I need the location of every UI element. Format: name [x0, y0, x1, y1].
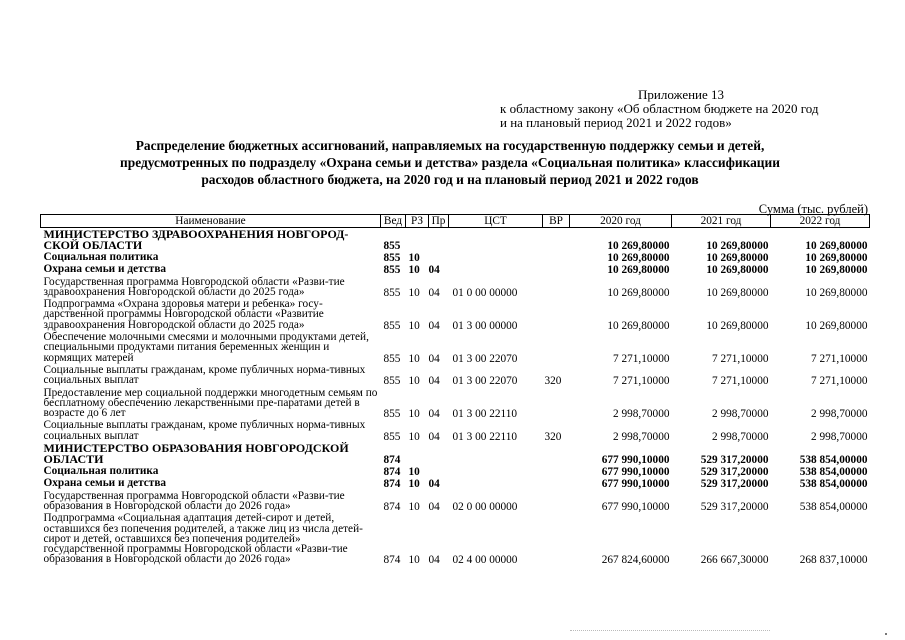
table-row: [41, 364, 870, 387]
cell-y2020: 10 269,80000: [607, 239, 670, 252]
cell-y2021: 529 317,20000: [700, 453, 769, 466]
cell-pr: 04: [428, 500, 440, 513]
appendix-number: Приложение 13: [638, 87, 725, 102]
cell-ved: 874: [383, 554, 401, 567]
table-row: [41, 419, 870, 442]
table-row: [41, 263, 870, 275]
header-pr: Пр: [429, 215, 449, 228]
appendix-law-line: к областному закону «Об областном бюджете на 2020 год: [500, 101, 819, 116]
cell-y2021: 10 269,80000: [706, 286, 769, 299]
cell-vr: [543, 465, 570, 477]
cell-pr: [429, 442, 449, 465]
cell-cst: [449, 477, 543, 489]
cell-ved: 874: [383, 500, 401, 513]
cell-y2021: 266 667,30000: [700, 554, 769, 567]
cell-name: Государственная программа Новгородской области «Разви-тие образования в Новгородской области до 2026 года»: [43, 489, 345, 512]
cell-y2020: 10 269,80000: [607, 319, 670, 332]
cell-name: МИНИСТЕРСТВО ОБРАЗОВАНИЯ НОВГОРОДСКОЙ ОБЛАСТИ: [43, 441, 349, 466]
cell-y2022: 10 269,80000: [805, 239, 868, 252]
cell-y2020: 2 998,70000: [613, 430, 670, 443]
footer-scan-mark: [570, 630, 770, 634]
title-line-3: расходов областного бюджета, на 2020 год и на плановый период 2021 и 2022 годов: [201, 172, 699, 187]
header-rz: РЗ: [406, 215, 429, 228]
cell-y2022: 538 854,00000: [799, 466, 868, 479]
cell-ved: 874: [383, 453, 401, 466]
table-row: [41, 251, 870, 263]
cell-name: Социальные выплаты гражданам, кроме публичных норма-тивных социальных выплат: [43, 363, 366, 387]
appendix-note: [500, 88, 880, 130]
header-vr: ВР: [543, 215, 570, 228]
cell-rz: 10: [408, 478, 420, 491]
cell-ved: 855: [383, 239, 401, 252]
cell-y2020: 677 990,10000: [601, 500, 670, 513]
cell-y2020: 7 271,10000: [613, 352, 670, 365]
cell-vr: [543, 331, 570, 364]
cell-y2022: 2 998,70000: [811, 430, 868, 443]
cell-vr: [543, 251, 570, 263]
cell-y2021: 10 269,80000: [706, 252, 769, 264]
cell-rz: 10: [408, 375, 420, 388]
cell-rz: 10: [408, 408, 420, 421]
table-row: [41, 331, 870, 364]
cell-vr: [543, 276, 570, 299]
cell-cst: 02 0 00 00000: [452, 500, 518, 513]
cell-vr: [543, 512, 570, 565]
cell-rz: 10: [408, 554, 420, 567]
cell-y2021: 10 269,80000: [706, 264, 769, 277]
cell-y2022: 538 854,00000: [799, 453, 868, 466]
cell-cst: [449, 228, 543, 252]
cell-vr: [543, 477, 570, 489]
cell-pr: [429, 228, 449, 252]
header-2020: 2020 год: [570, 215, 672, 228]
cell-y2022: 538 854,00000: [799, 500, 868, 513]
cell-name: Социальная политика: [43, 251, 159, 263]
cell-pr: 04: [428, 430, 440, 443]
cell-y2020: 267 824,60000: [601, 554, 670, 567]
cell-name: Социальные выплаты гражданам, кроме публичных норма-тивных социальных выплат: [43, 419, 366, 442]
cell-pr: 04: [428, 352, 440, 365]
cell-name: Охрана семьи и детства: [43, 263, 167, 276]
cell-y2020: 677 990,10000: [601, 453, 670, 466]
cell-ved: 855: [383, 286, 401, 299]
appendix-period-line: и на плановый период 2021 и 2022 годов»: [500, 115, 732, 130]
cell-pr: 04: [428, 554, 440, 567]
cell-cst: [449, 251, 543, 263]
table-row: [41, 298, 870, 331]
header-2022: 2022 год: [771, 215, 870, 228]
cell-rz: 10: [408, 352, 420, 365]
table-row: [41, 465, 870, 477]
cell-cst: 01 3 00 22110: [452, 408, 518, 421]
cell-vr: [543, 490, 570, 513]
cell-rz: 10: [408, 252, 420, 264]
table-row: [41, 477, 870, 489]
cell-pr: 04: [428, 375, 440, 388]
cell-y2020: 10 269,80000: [607, 286, 670, 299]
cell-name: Социальная политика: [43, 465, 159, 478]
document-title: [60, 137, 840, 188]
cell-cst: 01 3 00 22110: [452, 430, 518, 443]
cell-y2020: 10 269,80000: [607, 264, 670, 277]
cell-cst: [449, 442, 543, 465]
header-name: Наименование: [41, 215, 381, 228]
cell-y2022: 10 269,80000: [805, 319, 868, 332]
cell-vr: [543, 298, 570, 331]
cell-y2022: 7 271,10000: [811, 375, 868, 388]
cell-rz: 10: [408, 286, 420, 299]
cell-name: Государственная программа Новгородской области «Разви-тие здравоохранения Новгородской области до 2025 года»: [43, 275, 345, 298]
table-row: [41, 512, 870, 565]
cell-rz: 10: [408, 319, 420, 332]
cell-ved: 874: [383, 466, 401, 479]
cell-vr: [543, 228, 570, 252]
header-2021: 2021 год: [672, 215, 771, 228]
table-row: [41, 490, 870, 513]
table-row: [41, 276, 870, 299]
table-row: [41, 442, 870, 465]
cell-rz: [406, 228, 429, 252]
cell-vr: [543, 442, 570, 465]
cell-pr: 04: [428, 286, 440, 299]
cell-pr: 04: [428, 478, 440, 491]
cell-rz: 10: [408, 264, 420, 277]
cell-cst: 01 3 00 00000: [452, 319, 518, 332]
cell-cst: 01 3 00 22070: [452, 352, 518, 365]
cell-vr: [543, 263, 570, 275]
budget-table: [40, 214, 870, 566]
sum-unit-note: Сумма (тыс. рублей): [758, 202, 868, 216]
cell-rz: 10: [408, 466, 420, 479]
cell-ved: 855: [383, 375, 401, 388]
cell-y2020: 2 998,70000: [613, 408, 670, 421]
cell-y2022: 10 269,80000: [805, 264, 868, 277]
cell-pr: 04: [428, 319, 440, 332]
cell-ved: 855: [383, 319, 401, 332]
cell-ved: 855: [383, 352, 401, 365]
cell-y2022: 7 271,10000: [811, 352, 868, 365]
cell-pr: 04: [428, 408, 440, 421]
cell-y2021: 10 269,80000: [706, 319, 769, 332]
cell-y2022: 10 269,80000: [805, 286, 868, 299]
cell-ved: 855: [383, 252, 401, 264]
cell-ved: 855: [383, 408, 401, 421]
table-row: [41, 228, 870, 252]
cell-y2022: 268 837,10000: [799, 554, 868, 567]
cell-y2021: 2 998,70000: [712, 430, 769, 443]
cell-ved: 855: [383, 430, 401, 443]
cell-name: Обеспечение молочными смесями и молочными продуктами детей, специальными продуктами питания беременных женщин и кормящих матерей: [43, 331, 369, 364]
cell-ved: 855: [383, 264, 401, 277]
header-ved: Вед: [381, 215, 406, 228]
cell-y2021: 529 317,20000: [700, 466, 769, 479]
cell-ved: 874: [383, 478, 401, 491]
header-cst: ЦСТ: [449, 215, 543, 228]
corner-scan-dot: [885, 633, 887, 635]
table-row: [41, 387, 870, 420]
cell-rz: 10: [408, 500, 420, 513]
cell-y2021: 529 317,20000: [700, 500, 769, 513]
cell-y2021: 7 271,10000: [712, 375, 769, 388]
cell-cst: 01 3 00 22070: [452, 375, 518, 388]
cell-vr: [543, 387, 570, 420]
cell-vr: 320: [544, 375, 562, 388]
cell-cst: [449, 263, 543, 275]
cell-rz: 10: [408, 430, 420, 443]
cell-y2022: 10 269,80000: [805, 252, 868, 264]
title-line-1: Распределение бюджетных ассигнований, направляемых на государственную поддержку семьи и детей,: [135, 138, 765, 153]
cell-y2022: 538 854,00000: [799, 478, 868, 491]
cell-y2021: 10 269,80000: [706, 239, 769, 252]
cell-y2020: 7 271,10000: [613, 375, 670, 388]
cell-y2021: 7 271,10000: [712, 352, 769, 365]
title-line-2: предусмотренных по подразделу «Охрана семьи и детства» раздела «Социальная политика» классификации: [120, 155, 780, 170]
cell-pr: [429, 465, 449, 477]
cell-name: МИНИСТЕРСТВО ЗДРАВООХРАНЕНИЯ НОВГОРОД-СКОЙ ОБЛАСТИ: [43, 227, 349, 252]
cell-y2021: 529 317,20000: [700, 478, 769, 491]
cell-name: Предоставление мер социальной поддержки многодетным семьям по бесплатному обеспечению лекарственными пре-паратами детей в возрасте до 6 лет: [43, 386, 378, 420]
cell-name: Подпрограмма «Охрана здоровья матери и ребенка» госу-дарственной программы Новгородской области «Развитие здравоохранения Новгородской области до 2025 года»: [43, 298, 324, 331]
cell-vr: 320: [544, 430, 562, 443]
cell-cst: 01 0 00 00000: [452, 286, 518, 299]
cell-rz: [406, 442, 429, 465]
table-body: [41, 228, 870, 566]
cell-cst: [449, 465, 543, 477]
cell-y2020: 677 990,10000: [601, 478, 670, 491]
cell-name: Подпрограмма «Социальная адаптация детей-сирот и детей, оставшихся без попечения родителей, а также лиц из числа детей-сирот и детей, оставшихся без попечения родителей» государственной программы Новгородской области «Разви-тие образования в Новгородской области до 2026 года»: [43, 512, 363, 566]
cell-y2022: 2 998,70000: [811, 408, 868, 421]
cell-pr: 04: [428, 264, 440, 277]
cell-y2021: 2 998,70000: [712, 408, 769, 421]
cell-pr: [429, 251, 449, 263]
cell-y2020: 10 269,80000: [607, 252, 670, 264]
cell-y2020: 677 990,10000: [601, 466, 670, 479]
cell-cst: 02 4 00 00000: [452, 554, 518, 567]
cell-name: Охрана семьи и детства: [43, 477, 167, 490]
table-header-row: [41, 215, 870, 228]
